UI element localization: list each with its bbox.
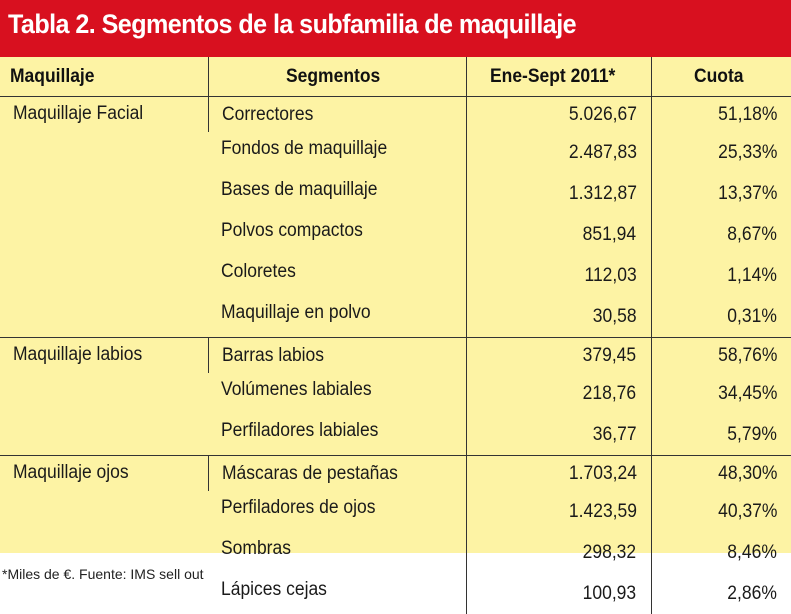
table-title: Tabla 2. Segmentos de la subfamilia de maquillaje — [8, 9, 576, 40]
title-bar — [0, 0, 791, 57]
segment-cell: Bases de maquillaje — [208, 173, 466, 214]
share-cell: 1,14% — [651, 255, 791, 296]
share-cell: 40,37% — [651, 491, 791, 532]
segment-cell: Sombras — [208, 532, 466, 573]
share-cell: 48,30% — [651, 456, 791, 492]
group-cell: Maquillaje Facial — [0, 97, 208, 338]
share-cell: 58,76% — [651, 338, 791, 374]
segments-table — [0, 57, 791, 614]
segment-cell: Barras labios — [208, 338, 466, 374]
share-cell: 5,79% — [651, 414, 791, 456]
share-cell: 51,18% — [651, 97, 791, 133]
share-cell: 0,31% — [651, 296, 791, 338]
value-cell: 218,76 — [466, 373, 651, 414]
table-row — [0, 338, 791, 374]
value-cell: 30,58 — [466, 296, 651, 338]
value-cell: 379,45 — [466, 338, 651, 374]
group-cell: Maquillaje ojos — [0, 456, 208, 614]
value-cell: 100,93 — [466, 573, 651, 614]
table-row — [0, 97, 791, 133]
value-cell: 112,03 — [466, 255, 651, 296]
value-cell: 851,94 — [466, 214, 651, 255]
segment-cell: Volúmenes labiales — [208, 373, 466, 414]
group-cell: Maquillaje labios — [0, 338, 208, 456]
table-row — [0, 456, 791, 492]
segment-cell: Coloretes — [208, 255, 466, 296]
value-cell: 2.487,83 — [466, 132, 651, 173]
value-cell: 1.703,24 — [466, 456, 651, 492]
header-maquillaje: Maquillaje — [0, 57, 208, 97]
header-segmentos: Segmentos — [208, 57, 466, 97]
segment-cell: Correctores — [208, 97, 466, 133]
segment-cell: Lápices cejas — [208, 573, 466, 614]
header-cuota: Cuota — [651, 57, 791, 97]
value-cell: 36,77 — [466, 414, 651, 456]
share-cell: 8,67% — [651, 214, 791, 255]
segment-cell: Fondos de maquillaje — [208, 132, 466, 173]
share-cell: 25,33% — [651, 132, 791, 173]
share-cell: 34,45% — [651, 373, 791, 414]
segment-cell: Máscaras de pestañas — [208, 456, 466, 492]
header-ene-sept: Ene-Sept 2011* — [466, 57, 651, 97]
footnote: *Miles de €. Fuente: IMS sell out — [2, 566, 204, 582]
share-cell: 8,46% — [651, 532, 791, 573]
segment-cell: Perfiladores de ojos — [208, 491, 466, 532]
header-row — [0, 57, 791, 97]
segment-cell: Perfiladores labiales — [208, 414, 466, 456]
segment-cell: Polvos compactos — [208, 214, 466, 255]
value-cell: 1.423,59 — [466, 491, 651, 532]
value-cell: 1.312,87 — [466, 173, 651, 214]
share-cell: 13,37% — [651, 173, 791, 214]
data-table-container — [0, 57, 791, 553]
value-cell: 298,32 — [466, 532, 651, 573]
share-cell: 2,86% — [651, 573, 791, 614]
segment-cell: Maquillaje en polvo — [208, 296, 466, 338]
value-cell: 5.026,67 — [466, 97, 651, 133]
